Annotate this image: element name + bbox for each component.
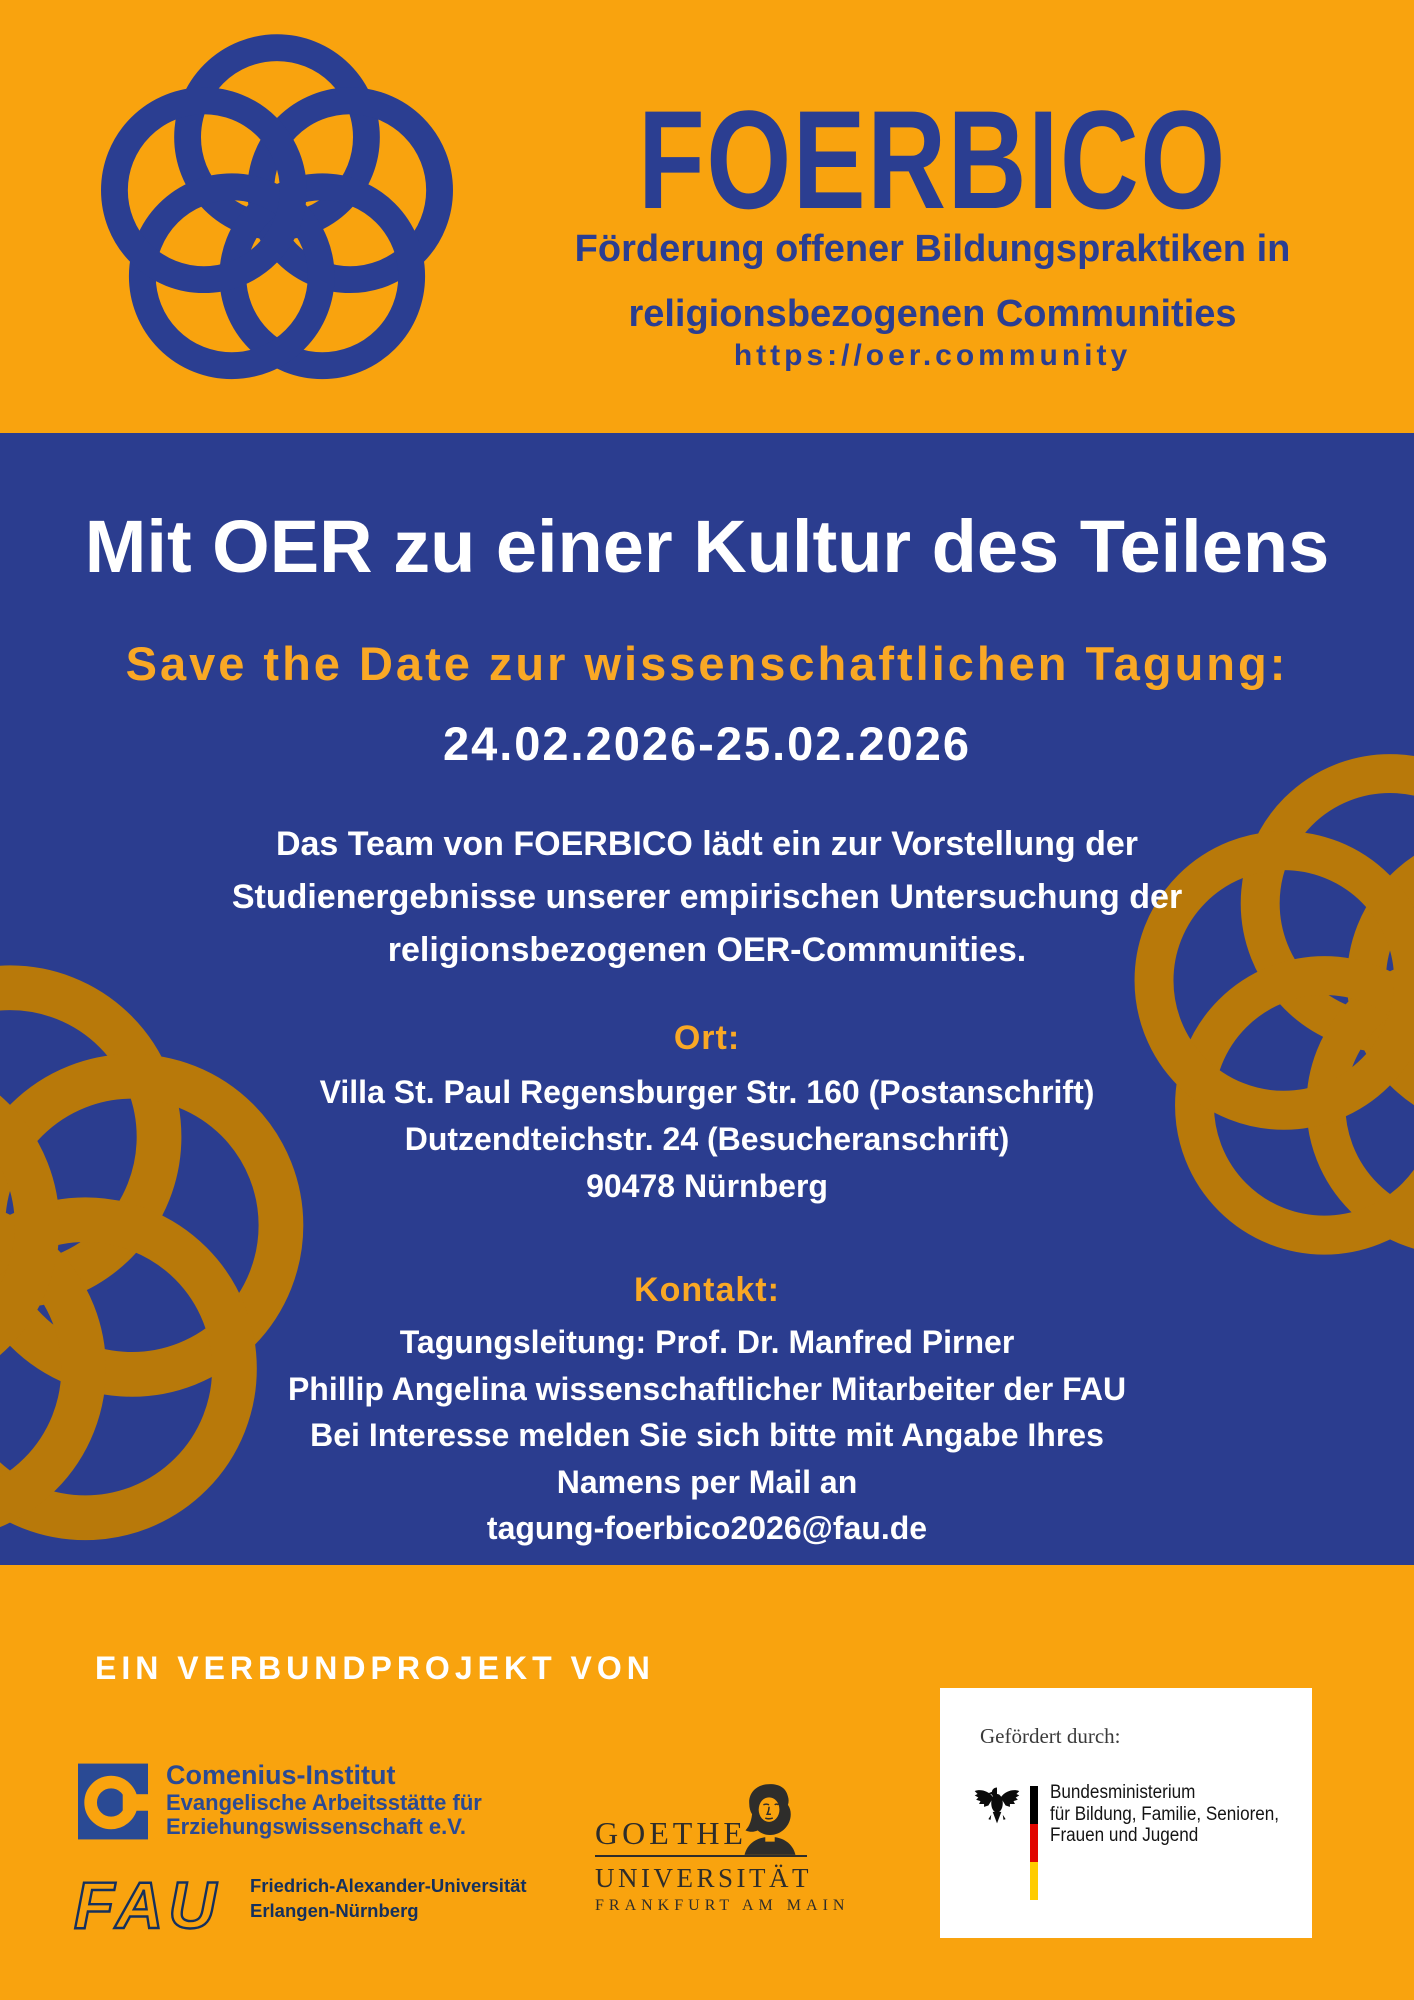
save-the-date-line: Save the Date zur wissenschaftlichen Tagung: [125,637,1289,690]
kontakt-line: Namens per Mail an [556,1463,858,1500]
kontakt-label: Kontakt: [634,1271,780,1309]
intro-line: religionsbezogenen OER-Communities. [387,931,1027,969]
header-subtitle-line1: Förderung offener Bildungspraktiken in [574,228,1291,270]
poster-title [430,81,1414,238]
comenius-logo-icon [78,1763,148,1840]
event-date-range: 24.02.2026-25.02.2026 [442,717,972,770]
german-flag-stripe [1030,1786,1038,1900]
kontakt-line: Phillip Angelina wissenschaftlicher Mitarbeiter der FAU [287,1370,1127,1407]
goethe-wordmark: GOETHE [595,1815,747,1851]
address-line: Dutzendteichstr. 24 (Besucheranschrift) [404,1121,1010,1157]
address-line: Villa St. Paul Regensburger Str. 160 (Postanschrift) [319,1074,1095,1110]
poster-title-text: FOERBICO [638,81,1227,238]
flag-red [1030,1824,1038,1862]
fau-text [250,1873,527,1923]
goethe-university: UNIVERSITÄT [595,1863,812,1893]
ministry-line: Bundesministerium [1050,1782,1196,1803]
comenius-text [166,1759,482,1839]
funding-box [940,1688,1312,1938]
kontakt-line: Tagungsleitung: Prof. Dr. Manfred Pirner [399,1324,1015,1360]
kontakt-line: Bei Interesse melden Sie sich bitte mit Angabe Ihres [310,1417,1104,1453]
comenius-line3: Erziehungswissenschaft e.V. [166,1814,466,1839]
intro-line: Studienergebnisse unserer empirischen Untersuchung der [231,878,1183,916]
ministry-line: Frauen und Jugend [1050,1825,1199,1846]
header-section [0,0,1414,433]
project-url[interactable]: https://oer.community [733,339,1132,372]
ort-address [0,1069,1414,1210]
fau-line2: Erlangen-Nürnberg [250,1900,419,1921]
intro-paragraph [0,818,1414,977]
bundesadler-icon [974,1782,1020,1826]
flag-black [1030,1786,1038,1824]
main-heading: Mit OER zu einer Kultur des Teilens [84,505,1330,588]
funding-label: Gefördert durch: [980,1724,1121,1748]
goethe-city: FRANKFURT AM MAIN [595,1897,850,1914]
comenius-name: Comenius-Institut [166,1760,396,1790]
contact-email[interactable]: tagung-foerbico2026@fau.de [486,1510,928,1546]
main-section [0,433,1414,1565]
comenius-line2: Evangelische Arbeitsstätte für [166,1790,482,1815]
ort-label: Ort: [673,1019,741,1057]
header-subtitle-line2: religionsbezogenen Communities [628,293,1237,335]
svg-text:FAU: FAU [74,1868,221,1940]
flag-gold [1030,1862,1038,1900]
goethe-portrait-icon [737,1783,803,1855]
kontakt-block [0,1319,1414,1552]
address-line: 90478 Nürnberg [586,1168,828,1204]
fau-line1: Friedrich-Alexander-Universität [250,1875,527,1896]
goethe-divider [595,1855,807,1857]
ministry-text [1050,1782,1279,1847]
ministry-line: für Bildung, Familie, Senioren, [1050,1803,1280,1825]
intro-line: Das Team von FOERBICO lädt ein zur Vorstellung der [275,825,1139,863]
foerbico-logo-icon [88,28,466,400]
footer-section [0,1565,1414,2000]
footer-heading: EIN VERBUNDPROJEKT VON [95,1650,655,1686]
fau-logo-icon [72,1868,240,1940]
